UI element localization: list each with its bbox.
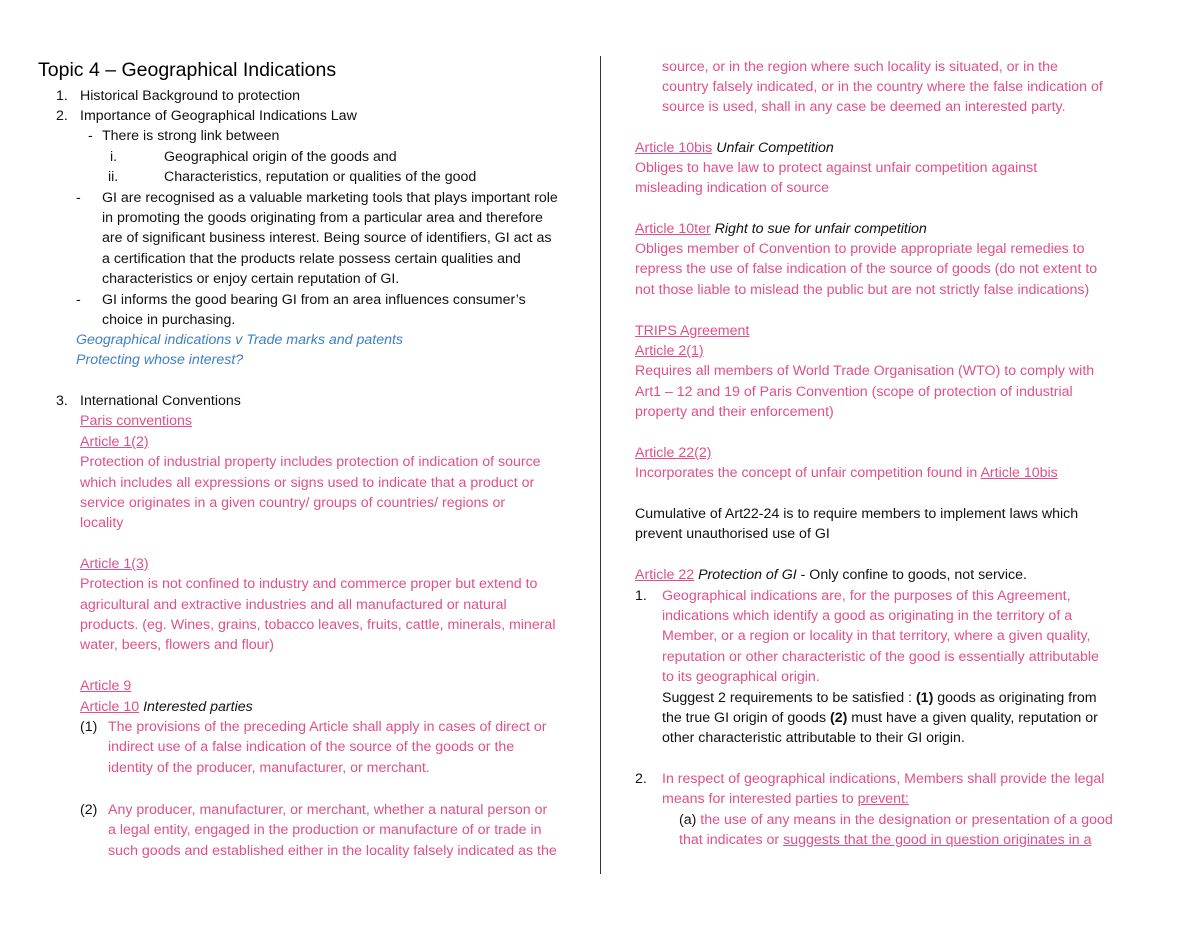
list-number: 1. (56, 88, 68, 104)
paragraph-text: Suggest 2 requirements to be satisfied : (662, 690, 916, 706)
paragraph-line: service originates in a given country/ groups of countries/ regions or (80, 495, 506, 511)
paragraph-line: locality (80, 515, 124, 531)
article-reference: Article 10bis (980, 465, 1058, 481)
article-heading: Article 10 (80, 699, 140, 715)
article-heading: Article 2(1) (635, 343, 704, 359)
paragraph-line: Protection is not confined to industry and commerce proper but extend to (80, 576, 538, 592)
article-heading: Article 10ter (635, 221, 711, 237)
dash-bullet: - (88, 128, 93, 144)
paragraph-line: Requires all members of World Trade Organisation (WTO) to comply with (635, 363, 1095, 379)
paragraph-line: choice in purchasing. (102, 312, 236, 328)
paragraph-line: Art1 – 12 and 19 of Paris Convention (scope of protection of industrial (635, 384, 1073, 400)
article-heading: Article 10bis (635, 140, 713, 156)
paragraph-line (635, 463, 1058, 483)
article-note: - Only confine to goods, not service. (800, 567, 1027, 583)
section-heading: TRIPS Agreement (635, 323, 750, 339)
paragraph-line: prevent unauthorised use of GI (635, 526, 830, 542)
paragraph-line: Member, or a region or locality in that territory, where a given quality, (662, 628, 1091, 644)
paragraph-text: the true GI origin of goods (662, 710, 830, 726)
list-item: Historical Background to protection (80, 88, 301, 104)
article-title: Interested parties (143, 699, 253, 715)
paragraph-text: means for interested parties to (662, 791, 858, 807)
roman-number: ii. (108, 169, 119, 185)
paragraph-line: identity of the producer, manufacturer, or merchant. (108, 760, 430, 776)
paragraph-line: The provisions of the preceding Article shall apply in cases of direct or (108, 719, 547, 735)
paragraph-line: repress the use of false indication of the source of goods (do not extent to (635, 261, 1098, 277)
note-line: Geographical indications v Trade marks and patents (76, 332, 404, 348)
list-number: 2. (56, 108, 68, 124)
roman-number: i. (110, 149, 118, 165)
dash-bullet: - (76, 292, 81, 308)
paragraph-text: Incorporates the concept of unfair competition found in (635, 465, 978, 481)
list-item: Geographical origin of the goods and (164, 149, 397, 165)
emphasis-text: suggests that the good in question originates in a (783, 832, 1092, 848)
paragraph-line: country falsely indicated, or in the country where the false indication of (662, 79, 1103, 95)
article-heading: Article 22(2) (635, 445, 712, 461)
requirement-number: (1) (915, 690, 934, 706)
paragraph-line (662, 789, 909, 809)
requirement-number: (2) (830, 710, 848, 726)
article-heading-line (635, 138, 834, 158)
paragraph-line: such goods and established either in the locality falsely indicated as the (108, 843, 557, 859)
article-heading: Article 1(3) (80, 556, 149, 572)
paragraph-line: to its geographical origin. (662, 669, 820, 685)
paragraph-line: Protection of industrial property includes protection of indication of source (80, 454, 541, 470)
page-title: Topic 4 – Geographical Indications (38, 59, 337, 81)
paragraph-line: misleading indication of source (635, 180, 830, 196)
list-item: Importance of Geographical Indications Law (80, 108, 357, 124)
paragraph-line: which includes all expressions or signs used to indicate that a product or (80, 475, 535, 491)
note-line: Protecting whose interest? (76, 352, 244, 368)
paragraph-text: that indicates or (679, 832, 784, 848)
paragraph-line: not those liable to mislead the public but are not strictly false indications) (635, 282, 1090, 298)
paragraph-text: the use of any means in the designation or presentation of a good (696, 812, 1113, 828)
list-item: Characteristics, reputation or qualities of the good (164, 169, 477, 185)
paragraph-line: in promoting the goods originating from a particular area and therefore (102, 210, 543, 226)
emphasis-text: prevent: (857, 791, 909, 807)
paragraph-line: source is used, shall in any case be deemed an interested party. (662, 99, 1066, 115)
paragraph-line: reputation or other characteristic of the good is essentially attributable (662, 649, 1099, 665)
paragraph-line: other characteristic attributable to their GI origin. (662, 730, 965, 746)
paragraph-number: (2) (80, 802, 98, 818)
paragraph-line: GI informs the good bearing GI from an area influences consumer’s (102, 292, 526, 308)
column-divider (600, 56, 601, 874)
article-heading-line (635, 565, 1027, 585)
article-heading: Article 22 (635, 567, 695, 583)
list-number: 3. (56, 393, 68, 409)
article-title: Protection of GI (698, 567, 797, 583)
paragraph-line (679, 830, 1092, 850)
list-number: 2. (635, 771, 647, 787)
paragraph-line: products. (eg. Wines, grains, tobacco leaves, fruits, cattle, minerals, mineral (80, 617, 556, 633)
paragraph-line: indications which identify a good as originating in the territory of a (662, 608, 1073, 624)
subparagraph-number: (a) (679, 812, 697, 828)
paragraph-line: Obliges member of Convention to provide appropriate legal remedies to (635, 241, 1085, 257)
paragraph-line: source, or in the region where such locality is situated, or in the (662, 59, 1058, 75)
article-heading: Article 9 (80, 678, 132, 694)
paragraph-line: Geographical indications are, for the purposes of this Agreement, (662, 588, 1071, 604)
article-heading: Article 1(2) (80, 434, 149, 450)
paragraph-line: GI are recognised as a valuable marketing tools that plays important role (102, 190, 558, 206)
paragraph-line: a certification that the products relate possess certain qualities and (102, 251, 521, 267)
paragraph-line (679, 810, 1113, 830)
paragraph-line: Any producer, manufacturer, or merchant, whether a natural person or (108, 802, 548, 818)
section-heading: Paris conventions (80, 413, 192, 429)
list-number: 1. (635, 588, 647, 604)
list-item: International Conventions (80, 393, 241, 409)
article-heading-line (80, 697, 253, 717)
paragraph-line: agricultural and extractive industries and all manufactured or natural (80, 597, 507, 613)
paragraph-line: indirect use of a false indication of the source of the goods or the (108, 739, 515, 755)
dash-bullet: - (76, 190, 81, 206)
paragraph-line: characteristics or enjoy certain reputation of GI. (102, 271, 400, 287)
paragraph-line: property and their enforcement) (635, 404, 834, 420)
article-title: Unfair Competition (716, 140, 834, 156)
paragraph-line: Obliges to have law to protect against unfair competition against (635, 160, 1038, 176)
paragraph-line: are of significant business interest. Being source of identifiers, GI act as (102, 230, 552, 246)
paragraph-line (662, 708, 1098, 728)
paragraph-line: In respect of geographical indications, Members shall provide the legal (662, 771, 1105, 787)
paragraph-text: goods as originating from (933, 690, 1097, 706)
list-item: There is strong link between (102, 128, 280, 144)
article-heading-line (635, 219, 927, 239)
paragraph-line: water, beers, flowers and flour) (80, 637, 274, 653)
paragraph-line (662, 688, 1097, 708)
paragraph-line: a legal entity, engaged in the production or manufacture of or trade in (108, 822, 542, 838)
paragraph-text: must have a given quality, reputation or (847, 710, 1098, 726)
paragraph-number: (1) (80, 719, 98, 735)
paragraph-line: Cumulative of Art22-24 is to require members to implement laws which (635, 506, 1079, 522)
article-title: Right to sue for unfair competition (714, 221, 927, 237)
